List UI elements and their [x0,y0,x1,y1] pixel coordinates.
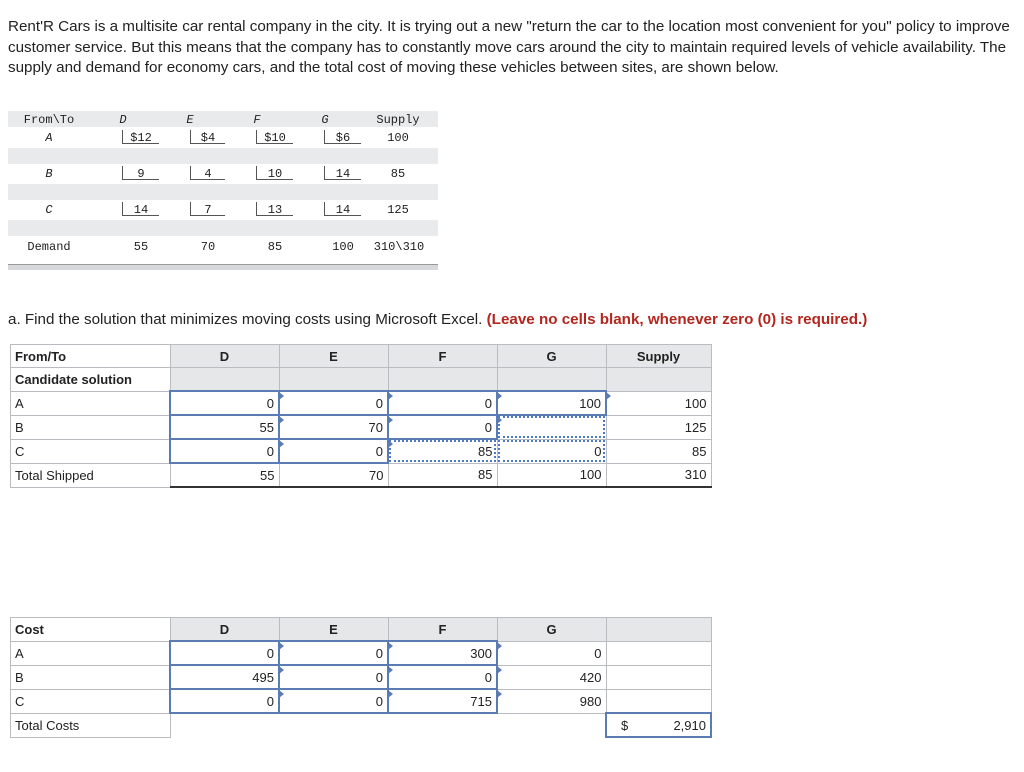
cost-c-f-input[interactable]: 715 [388,689,497,713]
given-col-g: G [321,113,329,127]
given-col-f: F [253,113,261,127]
supply-b: 125 [606,415,711,439]
table-footer-bar [8,264,438,270]
ship-a-f-input[interactable]: 0 [388,391,497,415]
cost-a-e-input[interactable]: 0 [279,641,388,665]
given-supply: 100 [387,131,409,145]
cost-c-g: 980 [497,689,606,713]
given-value: 13 [267,203,283,217]
given-value: 14 [335,167,351,181]
solution-corner: From/To [11,345,171,368]
given-value: $6 [335,131,351,145]
given-col-d: D [119,113,127,127]
total-costs-value: 2,910 [673,717,706,733]
given-supply: 85 [390,167,406,181]
solution-col-e: E [279,345,388,368]
given-demand-label: Demand [27,240,71,254]
ship-b-f-input[interactable]: 0 [388,415,497,439]
cost-row-label: A [11,641,171,665]
ship-b-d-input[interactable]: 55 [170,415,279,439]
total-shipped-label: Total Shipped [11,463,171,487]
solution-col-g: G [497,345,606,368]
cost-corner: Cost [11,618,171,642]
total-costs-label: Total Costs [11,713,171,737]
given-row-label: C [45,203,53,217]
band [8,184,438,200]
solution-col-supply: Supply [606,345,711,368]
given-col-supply: Supply [376,113,420,127]
cost-b-f-input[interactable]: 0 [388,665,497,689]
ship-a-g-input[interactable]: 100 [497,391,606,415]
ship-a-d-input[interactable]: 0 [170,391,279,415]
cost-c-e-input[interactable]: 0 [279,689,388,713]
given-value: 14 [335,203,351,217]
ship-b-g-input[interactable] [497,415,606,439]
total-costs-cell[interactable] [606,713,711,737]
cost-row-label: C [11,689,171,713]
solution-subtitle: Candidate solution [11,368,171,392]
given-supply: 125 [387,203,409,217]
cost-col-g: G [497,618,606,642]
cost-a-f-input[interactable]: 300 [388,641,497,665]
cost-a-d-input[interactable]: 0 [170,641,279,665]
cost-col-f: F [388,618,497,642]
given-corner: From\To [23,113,75,127]
given-value: $12 [130,131,152,145]
cost-col-blank [606,618,711,642]
total-shipped-d: 55 [170,463,279,487]
given-value: 9 [137,167,145,181]
currency-symbol: $ [621,717,629,733]
given-demand-total: 310\310 [373,240,425,254]
supply-c: 85 [606,439,711,463]
given-row-label: A [45,131,53,145]
given-value: 7 [204,203,212,217]
ship-c-d-input[interactable]: 0 [170,439,279,463]
given-row-label: B [45,167,53,181]
question-text: a. Find the solution that minimizes moving costs using Microsoft Excel. [8,311,483,329]
solution-col-d: D [170,345,279,368]
ship-c-g-input[interactable]: 0 [497,439,606,463]
cost-a-g: 0 [497,641,606,665]
cost-b-e-input[interactable]: 0 [279,665,388,689]
cost-b-g: 420 [497,665,606,689]
total-shipped-all: 310 [606,463,711,487]
total-shipped-f: 85 [388,463,497,487]
given-col-e: E [186,113,194,127]
solution-col-f: F [388,345,497,368]
solution-row-label: B [11,415,171,439]
cost-b-d-input[interactable]: 495 [170,665,279,689]
question-requirement: (Leave no cells blank, whenever zero (0) is required.) [486,311,868,329]
given-demand: 70 [200,240,216,254]
solution-table [10,344,712,488]
given-demand: 55 [133,240,149,254]
total-shipped-g: 100 [497,463,606,487]
question-a [8,311,867,328]
given-value: 14 [133,203,149,217]
given-value: 10 [267,167,283,181]
problem-intro: Rent'R Cars is a multisite car rental company in the city. It is trying out a new "return the car to the location most convenient for you" policy to improve customer service. But this means that the company has to constantly move cars around the city to maintain required levels of vehicle availability. The supply and demand for economy cars, and the total cost of moving these vehicles between sites, are shown below. [8,18,1010,76]
band [8,148,438,164]
given-value: 4 [204,167,212,181]
supply-a: 100 [606,391,711,415]
ship-c-e-input[interactable]: 0 [279,439,388,463]
solution-row-label: A [11,391,171,415]
cost-row-label: B [11,665,171,689]
given-demand: 100 [332,240,354,254]
given-data-table [8,111,438,270]
given-demand: 85 [267,240,283,254]
ship-a-e-input[interactable]: 0 [279,391,388,415]
given-value: $4 [200,131,216,145]
cost-c-d-input[interactable]: 0 [170,689,279,713]
cost-col-d: D [170,618,279,642]
total-shipped-e: 70 [279,463,388,487]
cost-col-e: E [279,618,388,642]
solution-row-label: C [11,439,171,463]
ship-b-e-input[interactable]: 70 [279,415,388,439]
cost-table [10,617,712,738]
given-value: $10 [264,131,286,145]
band [8,220,438,236]
ship-c-f-input[interactable]: 85 [388,439,497,463]
